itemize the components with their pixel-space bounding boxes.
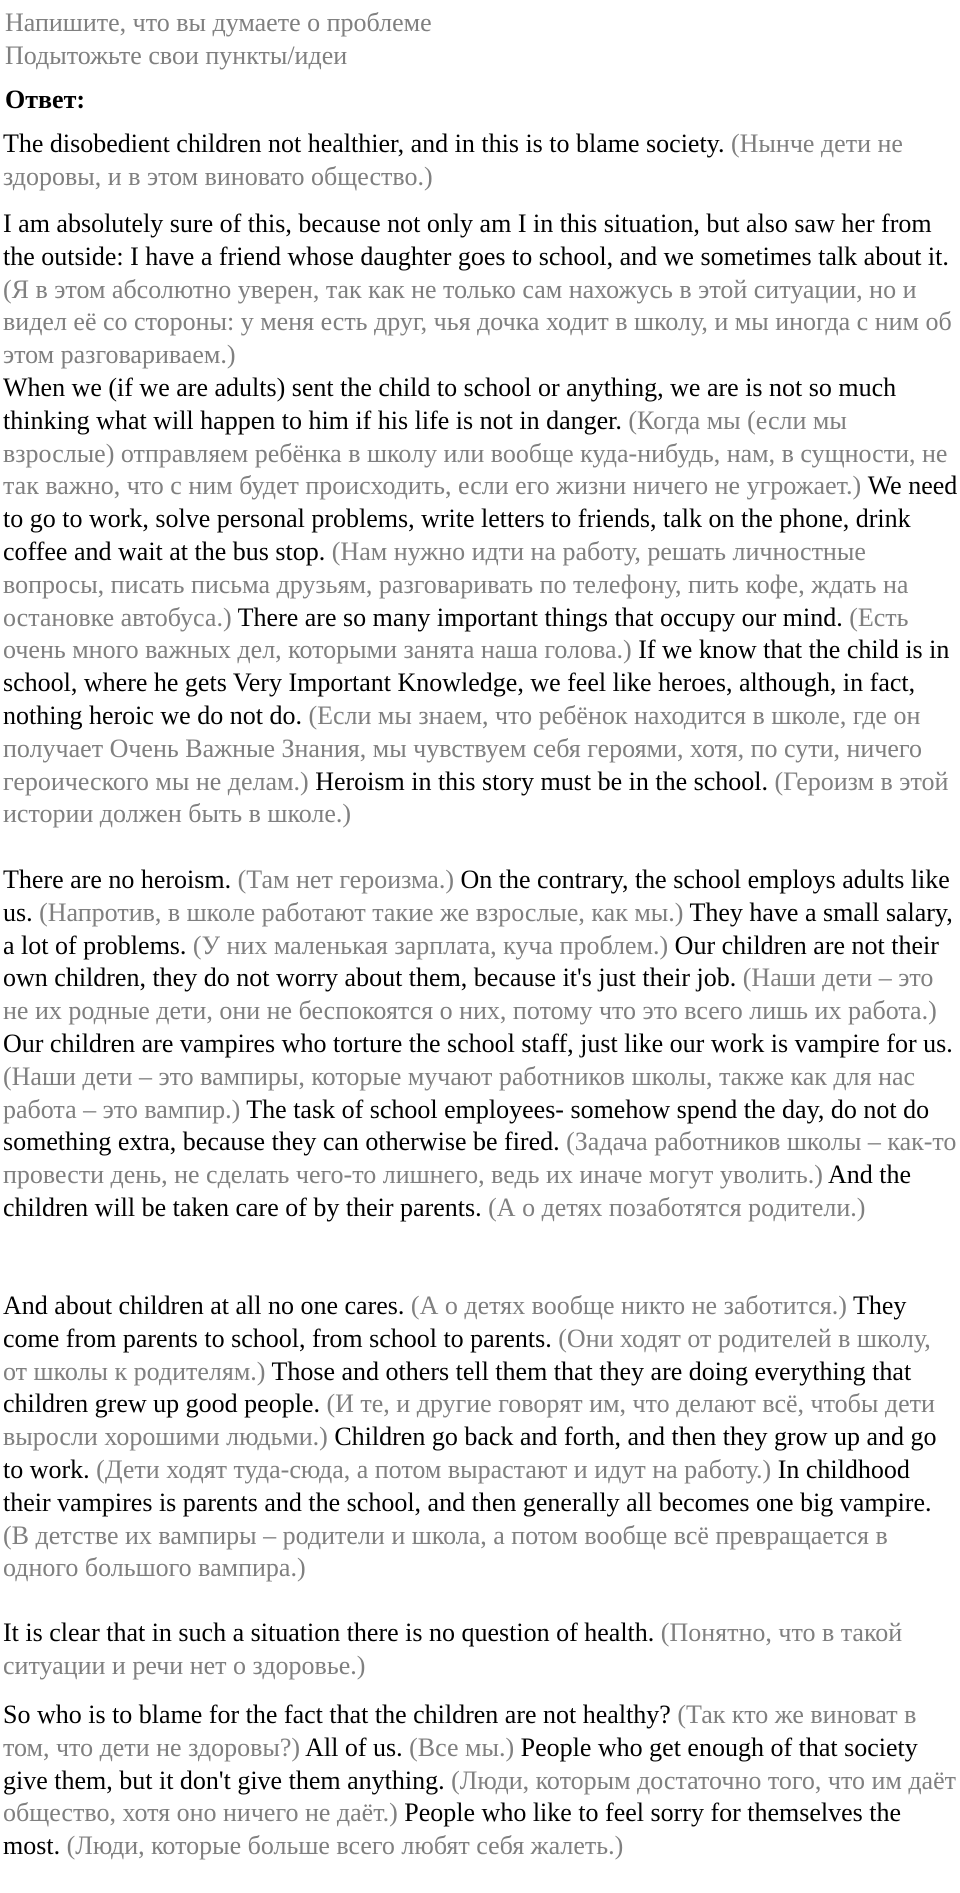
- answer-paragraph: [3, 208, 958, 372]
- english-sentence: There are no heroism.: [3, 865, 232, 894]
- russian-translation: (Нам нужно идти на работу, решать личностные вопросы, писать письма друзьям, разговаривать по телефону, пить кофе, ждать на остановке автобуса.): [3, 536, 909, 632]
- english-sentence: Those and others tell them that they are doing everything that children grew up good people.: [3, 1356, 912, 1419]
- english-sentence: And the children will be taken care of by their parents.: [3, 1160, 911, 1222]
- instruction-line-1: Напишите, что вы думаете о проблеме: [5, 8, 432, 37]
- russian-translation: (Дети ходят туда-сюда, а потом вырастают и идут на работу.): [96, 1454, 772, 1484]
- answer-paragraph: [3, 128, 958, 194]
- russian-translation: (Когда мы (если мы взрослые) отправляем ребёнка в школу или вообще куда-нибудь, нам, в сущности, не так важно, что с ним будет происходить, если его жизни ничего не угрожает.): [3, 405, 948, 501]
- russian-translation: (Они ходят от родителей в школу, от школы к родителям.): [3, 1323, 931, 1386]
- russian-translation: (Героизм в этой истории должен быть в школе.): [3, 766, 949, 829]
- english-sentence: People who like to feel sorry for themselves the most.: [3, 1798, 902, 1861]
- answer-paragraph: [3, 372, 958, 831]
- english-sentence: We need to go to work, solve personal problems, write letters to friends, talk on the phone, drink coffee and wait at the bus stop.: [3, 471, 958, 566]
- answer-label: Ответ:: [5, 85, 86, 114]
- english-sentence: Our children are vampires who torture the school staff, just like our work is vampire for us.: [3, 1028, 953, 1058]
- russian-translation: (В детстве их вампиры – родители и школа, а потом вообще всё превращается в одного большого вампира.): [3, 1520, 888, 1583]
- english-sentence: It is clear that in such a situation there is no question of health.: [3, 1618, 655, 1647]
- english-sentence: All of us.: [305, 1732, 403, 1762]
- russian-translation: (Люди, которые больше всего любят себя жалеть.): [66, 1831, 624, 1861]
- russian-translation: (Напротив, в школе работают такие же взрослые, как мы.): [39, 897, 684, 927]
- russian-translation: (Люди, которым достаточно того, что им даёт общество, хотя оно ничего не даёт.): [3, 1765, 956, 1828]
- russian-translation: (Там нет героизма.): [237, 865, 454, 894]
- english-sentence: There are so many important things that occupy our mind.: [237, 602, 843, 632]
- english-sentence: And about children at all no one cares.: [3, 1291, 405, 1320]
- english-sentence: On the contrary, the school employs adults like us.: [3, 865, 950, 927]
- english-sentence: So who is to blame for the fact that the children are not healthy?: [3, 1700, 671, 1729]
- russian-translation: (А о детях позаботятся родители.): [488, 1192, 866, 1222]
- russian-translation: (Я в этом абсолютно уверен, так как не только сам нахожусь в этой ситуации, но и видел её со стороны: у меня есть друг, чья дочка ходит в школу, и мы иногда с ним об этом разговариваем.): [3, 274, 952, 370]
- russian-translation: (Если мы знаем, что ребёнок находится в школе, где он получает Очень Важные Знания, мы чувствуем себя героями, хотя, по сути, ничего героического мы не делам.): [3, 700, 922, 796]
- russian-translation: (Наши дети – это не их родные дети, они не беспокоятся о них, потому что это всего лишь их работа.): [3, 963, 937, 1026]
- english-sentence: The task of school employees- somehow spend the day, do not do something extra, because they can otherwise be fired.: [3, 1094, 930, 1157]
- russian-translation: (Задача работников школы – как-то провести день, не сделать чего-то лишнего, ведь их иначе могут уволить.): [3, 1127, 957, 1190]
- russian-translation: (Все мы.): [409, 1732, 515, 1762]
- english-sentence: In childhood their vampires is parents and the school, and then generally all becomes one big vampire.: [3, 1454, 932, 1517]
- answer-paragraph: [3, 1290, 958, 1585]
- russian-translation: (Нынче дети не здоровы, и в этом виновато общество.): [3, 129, 903, 191]
- english-sentence: They have a small salary, a lot of problems.: [3, 897, 953, 960]
- answer-paragraph: [3, 1617, 958, 1683]
- russian-translation: (Есть очень много важных дел, которыми занята наша голова.): [3, 602, 909, 665]
- answer-paragraph: [3, 1699, 958, 1863]
- russian-translation: (Так кто же виноват в том, что дети не здоровы?): [3, 1700, 917, 1762]
- russian-translation: (А о детях вообще никто не заботится.): [410, 1291, 847, 1320]
- russian-translation: (У них маленькая зарплата, куча проблем.): [192, 930, 669, 960]
- english-sentence: If we know that the child is in school, where he gets Very Important Knowledge, we feel like heroes, although, in fact, nothing heroic we do not do.: [3, 635, 950, 730]
- english-sentence: People who get enough of that society give them, but it don't give them anything.: [3, 1732, 918, 1795]
- english-sentence: I am absolutely sure of this, because not only am I in this situation, but also saw her from the outside: I have a friend whose daughter goes to school, and we sometimes talk about it.: [3, 209, 949, 271]
- english-sentence: The disobedient children not healthier, and in this is to blame society.: [3, 129, 725, 158]
- english-sentence: They come from parents to school, from school to parents.: [3, 1291, 907, 1353]
- russian-translation: (Понятно, что в такой ситуации и речи нет о здоровье.): [3, 1618, 903, 1680]
- english-sentence: Heroism in this story must be in the school.: [315, 766, 768, 796]
- english-sentence: Children go back and forth, and then they grow up and go to work.: [3, 1422, 937, 1484]
- russian-translation: (И те, и другие говорят им, что делают всё, чтобы дети выросли хорошими людьми.): [3, 1389, 935, 1452]
- russian-translation: (Наши дети – это вампиры, которые мучают работников школы, также как для нас работа – это вампир.): [3, 1061, 916, 1124]
- instruction-line-2: Подытожьте свои пункты/идеи: [5, 41, 348, 70]
- answer-paragraph: [3, 864, 958, 1225]
- english-sentence: Our children are not their own children, they do not worry about them, because it's just their job.: [3, 930, 939, 993]
- english-sentence: When we (if we are adults) sent the child to school or anything, we are is not so much thinking what will happen to him if his life is not in danger.: [3, 373, 897, 435]
